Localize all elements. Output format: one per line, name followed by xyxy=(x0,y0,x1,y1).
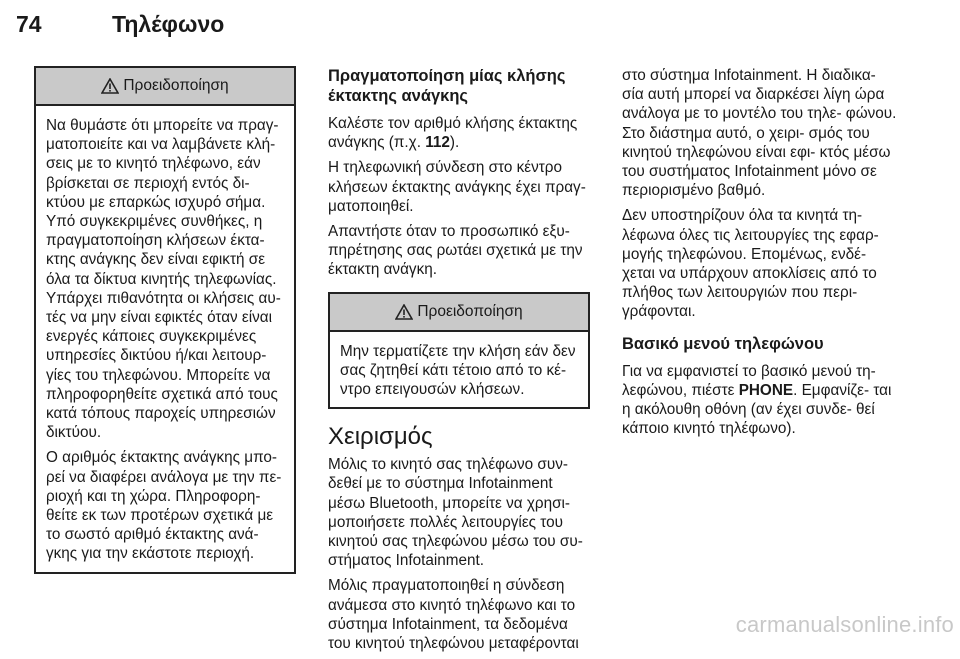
phone-button-label: PHONE xyxy=(738,381,794,399)
phone-menu-heading: Βασικό μενού τηλεφώνου xyxy=(622,334,824,353)
text-span: ). xyxy=(449,134,460,152)
warning-text-2: Μην τερματίζετε την κλήση εάν δεν σας ζητηθεί κάτι τέτοιο από το κέ- ντρο επειγουσών κλήσεων. xyxy=(340,342,576,399)
warning-body-2 xyxy=(330,332,588,408)
warning-title: Προειδοποίηση xyxy=(123,77,229,95)
emergency-paragraph-1 xyxy=(328,114,590,152)
emergency-paragraph-3: Απαντήστε όταν το προσωπικό εξυ- πηρέτησης σας ρωτάει σχετικά με την έκτακτη ανάγκη. xyxy=(328,223,583,279)
warning-paragraph-1: Να θυμάστε ότι μπορείτε να πραγ- ματοποιείτε και να λαμβάνετε κλή- σεις με το κινητό τηλέφωνο, εάν βρίσκεται σε περιοχή εντός δι- κτύου με επαρκώς ισχυρό σήμα. Υπό συγκεκριμένες συνθήκες, η πραγματοποίηση κλήσεων έκτα- κτης ανάγκης δεν είναι εφικτή σε όλα τα δίκτυα κινητής τηλεφωνίας. Υπάρχει πιθανότητα οι κλήσεις αυ- τές να μην είναι εφικτές όταν είναι ενεργές κάποιες συγκεκριμένες υπηρεσίες δικτύου ή/και λειτουρ- γίες του τηλεφώνου. Μπορείτε να πληροφορηθείτε σχετικά από τους κατά τόπους παροχείς υπηρεσιών δικτύου. xyxy=(46,117,281,442)
col3-paragraph-3 xyxy=(622,362,898,439)
warning-title-2: Προειδοποίηση xyxy=(417,303,523,321)
text-span: Καλέστε τον αριθμό κλήσης έκτακτης ανάγκης (π.χ. xyxy=(328,115,578,152)
emergency-call-heading: Πραγματοποίηση μίας κλήσης έκτακτης ανάγκης xyxy=(328,67,566,105)
text-span: . Εμφανίζε- ται η ακόλουθη οθόνη (αν έχει συνδε- θεί κάποιο κινητό τηλέφωνο). xyxy=(622,381,892,438)
warning-box-2 xyxy=(328,292,590,410)
watermark: carmanualsonline.info xyxy=(735,612,954,637)
col3-paragraph-2: Δεν υποστηρίζουν όλα τα κινητά τη- λέφωνα όλες τις λειτουργίες της εφαρ- μογής τηλεφώνου. Επομένως, ενδέ- χεται να υπάρχουν αποκλίσεις από το πλήθος των λειτουργιών που περι- γράφονται. xyxy=(622,207,879,321)
warning-triangle-icon xyxy=(395,304,413,320)
column-1 xyxy=(34,66,296,574)
text-span: Για να εμφανιστεί το βασικό μενού τη- λεφώνου, πιέστε xyxy=(622,362,876,399)
page-header xyxy=(16,4,944,44)
warning-header-2 xyxy=(330,294,588,332)
col3-paragraph-1: στο σύστημα Infotainment. Η διαδικα- σία αυτή μπορεί να διαρκέσει λίγη ώρα ανάλογα με το μοντέλο του τηλε- φώνου. Στο διάστημα αυτό, ο χειρι- σμός του κινητού τηλεφώνου είναι εφι- κτός μέσω του συστήματος Infotainment μόνο σε περιορισμένο βαθμό. xyxy=(622,67,897,200)
operation-paragraph-2: Μόλις πραγματοποιηθεί η σύνδεση ανάμεσα στο κινητό τηλέφωνο και το σύστημα Infotainment, τα δεδομένα του κινητού τηλεφώνου μεταφέρονται xyxy=(328,577,579,653)
operation-heading: Χειρισμός xyxy=(328,423,433,451)
page-title: Τηλέφωνο xyxy=(112,10,225,37)
column-3 xyxy=(622,66,898,444)
emergency-paragraph-2: Η τηλεφωνική σύνδεση στο κέντρο κλήσεων έκτακτης ανάγκης έχει πραγ- ματοποιηθεί. xyxy=(328,159,586,215)
warning-triangle-icon xyxy=(101,78,119,94)
warning-header xyxy=(36,68,294,106)
warning-paragraph-2: Ο αριθμός έκτακτης ανάγκης μπο- ρεί να διαφέρει ανάλογα με την πε- ριοχή και τη χώρα. Πληροφορη- θείτε εκ των προτέρων σχετικά με το σωστό αριθμό έκτακτης ανά- γκης για την εκάστοτε περιοχή. xyxy=(46,449,282,563)
warning-box xyxy=(34,66,296,574)
page-number: 74 xyxy=(16,10,42,37)
column-2 xyxy=(328,66,590,659)
warning-body xyxy=(36,106,294,572)
emergency-number: 112 xyxy=(425,134,450,152)
operation-paragraph-1: Μόλις το κινητό σας τηλέφωνο συν- δεθεί με το σύστημα Infotainment μέσω Bluetooth, μπορείτε να χρησι- μοποιήσετε πολλές λειτουργίες του κινητού σας τηλεφώνου μέσω του συ- στήματος Infotainment. xyxy=(328,456,583,570)
